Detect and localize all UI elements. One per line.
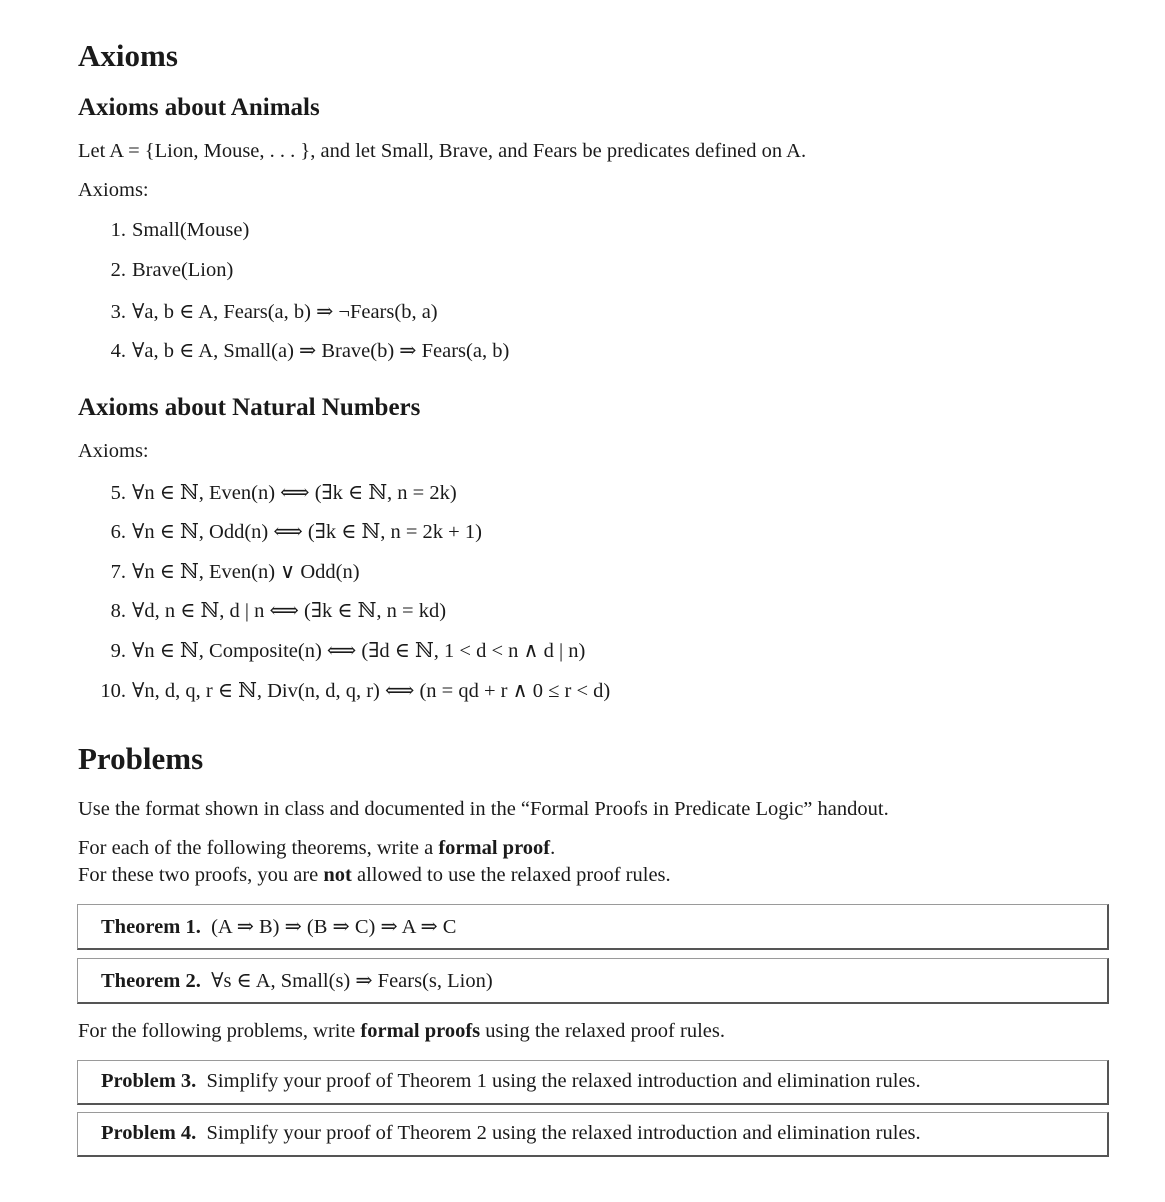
- theorem-1-label: Theorem 1.: [101, 916, 201, 938]
- axioms-title: Axioms: [78, 38, 178, 73]
- axiom-item-3: 3. ∀a, b ∈ A, Fears(a, b) ⇒ ¬Fears(b, a): [110, 301, 438, 323]
- problem-3-label: Problem 3.: [101, 1070, 197, 1092]
- instruction-not-relaxed: For these two proofs, you are not allowed to use the relaxed proof rules.: [78, 864, 671, 886]
- axiom-item-7: 7. ∀n ∈ ℕ, Even(n) ∨ Odd(n): [110, 561, 360, 583]
- naturals-section-title: Axioms about Natural Numbers: [78, 394, 421, 421]
- theorem-2-text: ∀s ∈ A, Small(s) ⇒ Fears(s, Lion): [211, 970, 493, 992]
- problem-3-box: [77, 1060, 1109, 1105]
- problem-3-text: Simplify your proof of Theorem 1 using the relaxed introduction and elimination rules.: [206, 1070, 921, 1092]
- instruction-formal-proof: For each of the following theorems, write a formal proof.: [78, 837, 556, 859]
- axiom-item-6: 6. ∀n ∈ ℕ, Odd(n) ⟺ (∃k ∈ ℕ, n = 2k + 1): [110, 521, 482, 543]
- problem-4-label: Problem 4.: [101, 1122, 197, 1144]
- axiom-item-9: 9. ∀n ∈ ℕ, Composite(n) ⟺ (∃d ∈ ℕ, 1 < d < n ∧ d | n): [110, 640, 586, 662]
- instruction-relaxed: For the following problems, write formal proofs using the relaxed proof rules.: [78, 1020, 725, 1042]
- axiom-item-5: 5. ∀n ∈ ℕ, Even(n) ⟺ (∃k ∈ ℕ, n = 2k): [110, 482, 457, 504]
- theorem-2-label: Theorem 2.: [101, 970, 201, 992]
- problem-4-box: [77, 1112, 1109, 1157]
- animals-axioms-label: Axioms:: [78, 179, 149, 201]
- theorem-1-box: [77, 904, 1109, 950]
- naturals-axioms-label: Axioms:: [78, 440, 149, 462]
- format-note: Use the format shown in class and documented in the “Formal Proofs in Predicate Logic” handout.: [78, 798, 889, 820]
- theorem-2-box: [77, 958, 1109, 1004]
- axiom-item-8: 8. ∀d, n ∈ ℕ, d | n ⟺ (∃k ∈ ℕ, n = kd): [110, 600, 447, 622]
- axiom-item-10: 10. ∀n, d, q, r ∈ ℕ, Div(n, d, q, r) ⟺ (n = qd + r ∧ 0 ≤ r < d): [100, 680, 611, 702]
- animals-intro: Let A = {Lion, Mouse, . . . }, and let Small, Brave, and Fears be predicates defined on A.: [78, 140, 807, 162]
- problems-title: Problems: [78, 741, 204, 776]
- problem-4-text: Simplify your proof of Theorem 2 using the relaxed introduction and elimination rules.: [206, 1122, 921, 1144]
- axiom-item-4: 4. ∀a, b ∈ A, Small(a) ⇒ Brave(b) ⇒ Fears(a, b): [110, 340, 510, 362]
- axiom-item-1: 1. Small(Mouse): [110, 219, 250, 241]
- theorem-1-text: (A ⇒ B) ⇒ (B ⇒ C) ⇒ A ⇒ C: [211, 916, 457, 938]
- axiom-item-2: 2. Brave(Lion): [110, 259, 234, 281]
- animals-section-title: Axioms about Animals: [78, 94, 320, 121]
